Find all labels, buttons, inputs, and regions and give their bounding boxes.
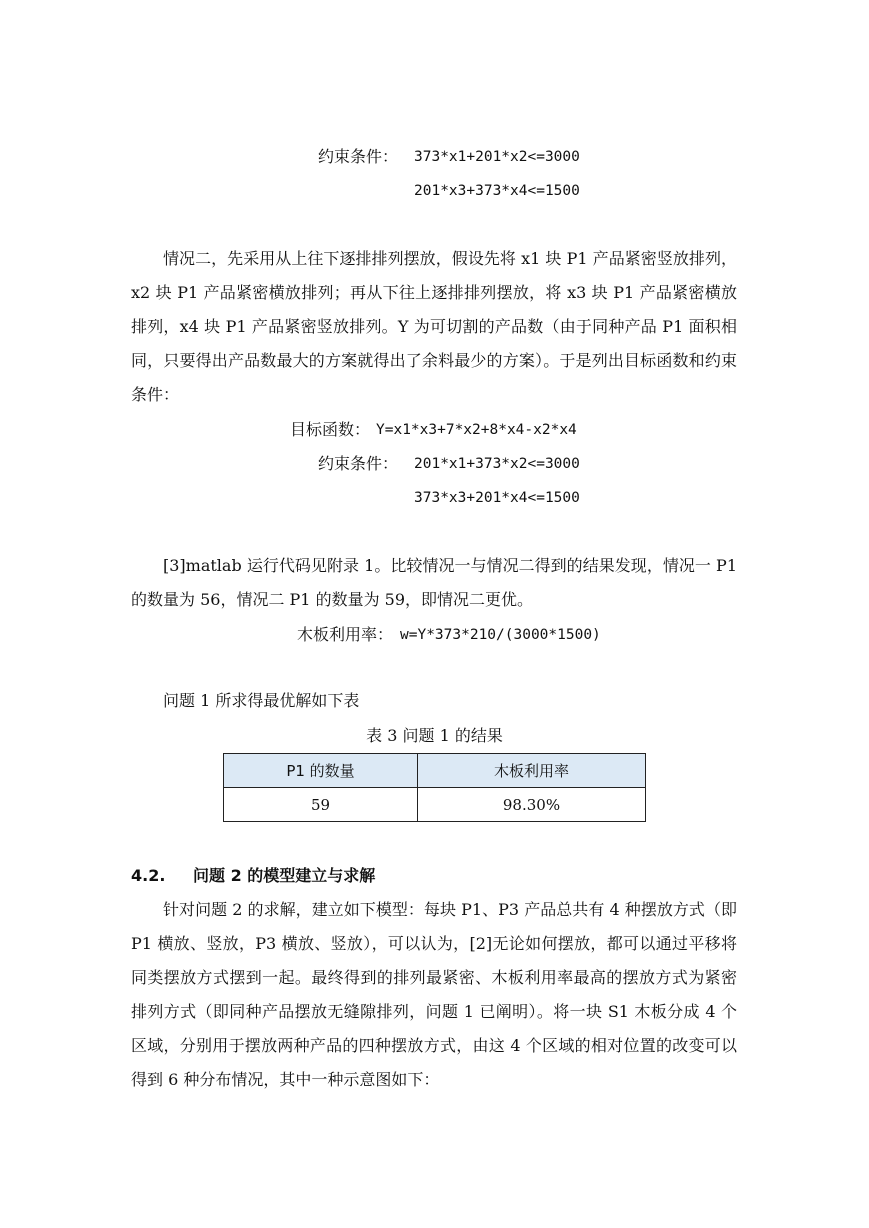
table-intro: 问题 1 所求得最优解如下表	[163, 691, 360, 710]
table-header-count: P1 的数量	[224, 754, 418, 788]
table-caption: 表 3 问题 1 的结果	[366, 726, 503, 745]
section-heading	[131, 864, 375, 888]
table-header-row	[224, 754, 646, 788]
utilization-formula: w=Y*373*210/(3000*1500)	[400, 627, 601, 643]
utilization-label: 木板利用率：	[297, 625, 394, 644]
table-header-utilization: 木板利用率	[418, 754, 646, 788]
table-cell-count: 59	[224, 788, 418, 822]
case2-objective: Y=x1*x3+7*x2+8*x4-x2*x4	[376, 422, 577, 438]
section-title: 问题 2 的模型建立与求解	[193, 866, 376, 885]
section-number: 4.2.	[131, 866, 166, 885]
case2-constraint-label: 约束条件：	[318, 454, 399, 473]
case1-constraint-1: 373*x1+201*x2<=3000	[414, 149, 580, 165]
case1-constraint-label: 约束条件：	[318, 147, 399, 166]
table-row	[224, 788, 646, 822]
comparison-paragraph: [3]matlab 运行代码见附录 1。比较情况一与情况二得到的结果发现，情况一 P1 的数量为 56，情况二 P1 的数量为 59，即情况二更优。	[131, 556, 737, 609]
case2-constraint-2: 373*x3+201*x4<=1500	[414, 490, 580, 506]
section-paragraph: 针对问题 2 的求解，建立如下模型：每块 P1、P3 产品总共有 4 种摆放方式（即 P1 横放、竖放，P3 横放、竖放），可以认为，[2]无论如何摆放，都可以通过平移将同类摆放方式摆到一起。最终得到的排列最紧密、木板利用率最高的摆放方式为紧密排列方式（即同种产品摆放无缝隙排列，问题 1 已阐明）。将一块 S1 木板分成 4 个区域，分别用于摆放两种产品的四种摆放方式，由这 4 个区域的相对位置的改变可以得到 6 种分布情况，其中一种示意图如下：	[131, 900, 737, 1089]
case2-objective-label: 目标函数：	[290, 420, 371, 439]
case2-constraint-1: 201*x1+373*x2<=3000	[414, 456, 580, 472]
table-cell-utilization: 98.30%	[418, 788, 646, 822]
result-table	[223, 753, 646, 822]
case2-paragraph: 情况二，先采用从上往下逐排排列摆放，假设先将 x1 块 P1 产品紧密竖放排列，x2 块 P1 产品紧密横放排列；再从下往上逐排排列摆放，将 x3 块 P1 产品紧密横放排列，x4 块 P1 产品紧密竖放排列。Y 为可切割的产品数（由于同种产品 P1 面积相同，只要得出产品数最大的方案就得出了余料最少的方案）。于是列出目标函数和约束条件：	[131, 249, 737, 404]
case1-constraint-2: 201*x3+373*x4<=1500	[414, 183, 580, 199]
